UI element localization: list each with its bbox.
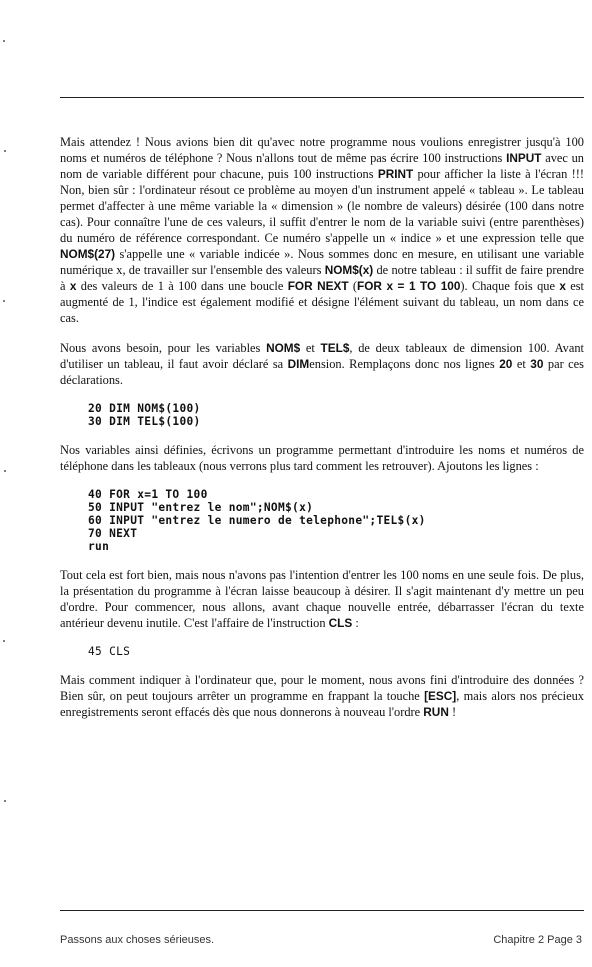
keyword-nom27: NOM$(27) bbox=[60, 247, 116, 261]
text: des valeurs de 1 à 100 dans une boucle bbox=[76, 279, 288, 293]
paragraph-dim bbox=[60, 340, 584, 388]
code-block-input-loop bbox=[88, 488, 584, 553]
scan-speck bbox=[3, 40, 5, 42]
keyword-dim: DIM bbox=[287, 357, 310, 371]
text: Tout cela est fort bien, mais nous n'avons pas l'intention d'entrer les 100 noms en une seule fois. De plus, la présentation du programme à l'écran laisse beaucoup à désirer. Il s'agit maintenant d'y mettre un peu d'ordre. Pour commencer, nous allons, avant chaque nouvelle entrée, débarrasser l'écran du texte antérieur devenu inutile. C'est l'affaire de l'instruction bbox=[60, 568, 584, 630]
text: ( bbox=[348, 279, 358, 293]
paragraph-cls bbox=[60, 567, 584, 631]
keyword-for-next: FOR NEXT bbox=[287, 279, 349, 293]
code-line: 50 INPUT "entrez le nom";NOM$(x) bbox=[88, 501, 314, 514]
text: par ces déclarations. bbox=[60, 357, 585, 387]
text: Mais comment indiquer à l'ordinateur que, pour le moment, nous avons fini d'introduire des données ? Bien sûr, on peut toujours arrêter un programme en frappant la touche bbox=[60, 673, 584, 703]
text: pour afficher la liste à l'écran !!! Non, bien sûr : l'ordinateur résout ce problème au moyen d'un instrument appelé « tableau ». Le tableau permet d'affecter à une même variable la « dimension » (le nombre de valeurs) désirée (100 dans notre cas). Pour connaître l'une de ces valeurs, il suffit d'entrer le nom de la variable suivi (entre parenthèses) du numéro de référence correspondant. Ce numéro s'appelle un « indice » et une expression telle que bbox=[60, 167, 584, 245]
header-rule bbox=[60, 97, 584, 98]
text: est augmenté de 1, l'indice est également modifié et désigne l'élément suivant du tableau, un nom dans ce cas. bbox=[60, 279, 584, 325]
text: Nos variables ainsi définies, écrivons un programme permettant d'introduire les noms et numéros de téléphone dans les tableaux (nous verrons plus tard comment les retrouver). Ajoutons les lignes : bbox=[60, 443, 584, 473]
keyword-esc: [ESC] bbox=[424, 689, 457, 703]
code-line: 40 FOR x=1 TO 100 bbox=[88, 488, 208, 501]
keyword-input: INPUT bbox=[506, 151, 542, 165]
keyword-x: x bbox=[69, 279, 77, 293]
text: Nous avons besoin, pour les variables bbox=[60, 341, 267, 355]
footer-rule bbox=[60, 910, 584, 911]
scan-speck bbox=[4, 150, 6, 152]
keyword-line-20: 20 bbox=[499, 357, 513, 371]
text: et bbox=[300, 341, 321, 355]
text: Mais attendez ! Nous avions bien dit qu'avec notre programme nous voulions enregistrer jusqu'à 100 noms et numéros de téléphone ? Nous n'allons tout de même pas écrire 100 instructions bbox=[60, 135, 584, 165]
text: et bbox=[512, 357, 531, 371]
footer-page-number: Chapitre 2 Page 3 bbox=[493, 934, 582, 946]
page-body bbox=[60, 134, 584, 734]
keyword-cls: CLS bbox=[328, 616, 353, 630]
code-line: 60 INPUT "entrez le numero de telephone";TEL$(x) bbox=[88, 514, 426, 527]
keyword-run: RUN bbox=[423, 705, 449, 719]
paragraph-input-intro bbox=[60, 442, 584, 474]
keyword-for-loop: FOR x = 1 TO 100 bbox=[357, 279, 461, 293]
paragraph-arrays bbox=[60, 134, 584, 326]
keyword-line-30: 30 bbox=[530, 357, 544, 371]
keyword-nomx: NOM$(x) bbox=[324, 263, 374, 277]
scan-speck bbox=[3, 300, 5, 302]
paragraph-esc bbox=[60, 672, 584, 720]
scan-speck bbox=[4, 470, 6, 472]
keyword-tel: TEL$ bbox=[320, 341, 350, 355]
text: ). Chaque fois que bbox=[460, 279, 560, 293]
text: , de deux tableaux de dimension 100. Avant d'utiliser un tableau, il faut avoir déclaré sa bbox=[60, 341, 584, 371]
text: avec un nom de variable différent pour chacune, puis 100 instructions bbox=[60, 151, 584, 181]
code-block-cls bbox=[88, 645, 584, 658]
text: ension. Remplaçons donc nos lignes bbox=[309, 357, 500, 371]
code-line: 30 DIM TEL$(100) bbox=[88, 415, 201, 428]
text: , mais alors nos précieux enregistrements seront effacés dès que nous donnerons à nouveau l'ordre bbox=[60, 689, 584, 719]
keyword-nom: NOM$ bbox=[266, 341, 301, 355]
code-line: 20 DIM NOM$(100) bbox=[88, 402, 201, 415]
scan-speck bbox=[4, 800, 6, 802]
footer-section-title: Passons aux choses sérieuses. bbox=[60, 934, 215, 946]
text: ! bbox=[448, 705, 457, 719]
code-block-dim bbox=[88, 402, 584, 428]
keyword-print: PRINT bbox=[377, 167, 414, 181]
keyword-x: x bbox=[559, 279, 566, 293]
code-line: 70 NEXT bbox=[88, 527, 138, 540]
code-line: 45 CLS bbox=[88, 645, 131, 658]
text: s'appelle une « variable indicée ». Nous sommes donc en mesure, en utilisant une variable numérique x, de travailler sur l'ensemble des valeurs bbox=[60, 247, 584, 277]
text: : bbox=[352, 616, 359, 630]
scan-speck bbox=[3, 640, 5, 642]
text: de notre tableau : il suffit de faire prendre à bbox=[60, 263, 584, 293]
code-line: run bbox=[88, 540, 110, 553]
